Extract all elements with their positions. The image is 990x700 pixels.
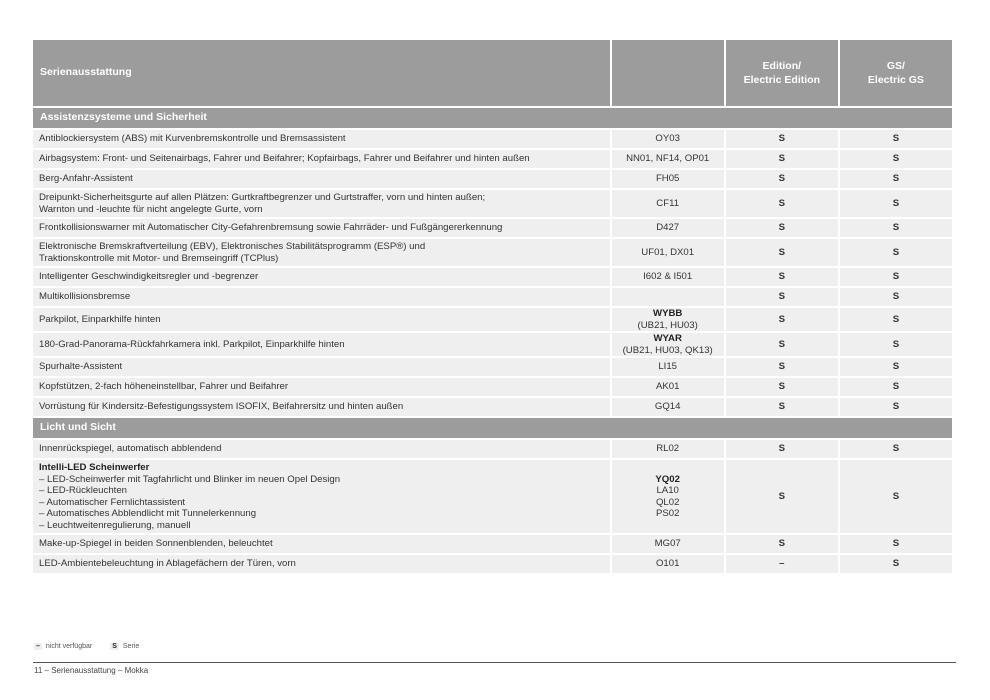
option-code: AK01 <box>655 381 680 393</box>
feature-line: Antiblockiersystem (ABS) mit Kurvenbremskontrolle und Bremsassistent <box>39 133 346 145</box>
section-header <box>33 418 952 438</box>
edition-availability: S <box>726 239 838 266</box>
feature-line: 180-Grad-Panorama-Rückfahrkamera inkl. Parkpilot, Einparkhilfe hinten <box>39 338 345 350</box>
feature-line: Dreipunkt-Sicherheitsgurte auf allen Plätzen: Gurtkraftbegrenzer und Gurtstraffer, vorn und hinten außen; <box>39 192 486 203</box>
gs-availability: S <box>840 358 952 376</box>
option-code: O101 <box>655 558 680 570</box>
option-code-main: WYBB <box>653 308 683 319</box>
table-row <box>33 460 952 533</box>
legend-s-chip: S <box>112 643 117 650</box>
table-row <box>33 535 952 553</box>
header-edition <box>726 40 838 106</box>
gs-availability: S <box>840 219 952 237</box>
option-code: GQ14 <box>654 401 681 413</box>
legend <box>34 643 139 650</box>
feature-cell <box>33 219 610 237</box>
table-row <box>33 440 952 458</box>
gs-availability: S <box>840 268 952 286</box>
edition-availability: – <box>726 555 838 573</box>
feature-line: Warnton und -leuchte für nicht angelegte Gurte, vorn <box>39 203 263 215</box>
feature-line: Make-up-Spiegel in beiden Sonnenblenden, beleuchtet <box>39 538 273 550</box>
edition-availability: S <box>726 150 838 168</box>
header-edition-line1: Edition/ <box>762 60 802 72</box>
feature-line: Berg-Anfahr-Assistent <box>39 173 133 185</box>
feature-cell <box>33 440 610 458</box>
table-row <box>33 398 952 416</box>
feature-cell <box>33 535 610 553</box>
edition-availability: S <box>726 268 838 286</box>
gs-availability: S <box>840 170 952 188</box>
feature-cell <box>33 190 610 217</box>
option-code: (UB21, HU03, QK13) <box>622 344 713 356</box>
feature-line: Elektronische Bremskraftverteilung (EBV), Elektronisches Stabilitätsprogramm (ESP®) und <box>39 241 426 252</box>
table-row <box>33 308 952 331</box>
feature-line: Intelligenter Geschwindigkeitsregler und -begrenzer <box>39 271 259 283</box>
table-row <box>33 239 952 266</box>
feature-line: Multikollisionsbremse <box>39 291 131 303</box>
feature-cell <box>33 378 610 396</box>
feature-line: Traktionskontrolle mit Motor- und Bremseingriff (TCPlus) <box>39 252 279 264</box>
option-code: UF01, DX01 <box>641 246 695 258</box>
option-code-cell <box>612 268 724 286</box>
option-code: CF11 <box>656 197 680 209</box>
legend-dash-label: nicht verfügbar <box>45 643 93 650</box>
option-code-cell <box>612 308 724 331</box>
feature-cell <box>33 333 610 356</box>
edition-availability: S <box>726 333 838 356</box>
header-code <box>612 40 724 106</box>
feature-title: Intelli-LED Scheinwerfer <box>39 462 150 473</box>
option-code: LA10 <box>656 485 679 496</box>
feature-line: – Automatisches Abblendlicht mit Tunnelerkennung <box>39 508 257 519</box>
header-edition-line2: Electric Edition <box>743 74 820 86</box>
option-code-cell <box>612 440 724 458</box>
edition-availability: S <box>726 219 838 237</box>
feature-line: Frontkollisionswarner mit Automatischer City-Gefahrenbremsung sowie Fahrräder- und Fußgängererkennung <box>39 222 503 234</box>
option-code-cell <box>612 398 724 416</box>
option-code-cell <box>612 170 724 188</box>
feature-cell <box>33 460 610 533</box>
option-code: FH05 <box>655 173 680 185</box>
gs-availability: S <box>840 555 952 573</box>
edition-availability: S <box>726 308 838 331</box>
gs-availability: S <box>840 308 952 331</box>
option-code-cell <box>612 288 724 306</box>
edition-availability: S <box>726 190 838 217</box>
section-header <box>33 108 952 128</box>
edition-availability: S <box>726 398 838 416</box>
table-row <box>33 333 952 356</box>
option-code: LI15 <box>658 361 678 373</box>
gs-availability: S <box>840 378 952 396</box>
feature-cell <box>33 268 610 286</box>
edition-availability: S <box>726 440 838 458</box>
table-row <box>33 288 952 306</box>
gs-availability: S <box>840 460 952 533</box>
option-code-cell <box>612 190 724 217</box>
feature-line: Vorrüstung für Kindersitz-Befestigungssystem ISOFIX, Beifahrersitz und hinten außen <box>39 401 404 413</box>
feature-cell <box>33 555 610 573</box>
feature-line: Spurhalte-Assistent <box>39 361 123 373</box>
feature-cell <box>33 288 610 306</box>
feature-cell <box>33 170 610 188</box>
gs-availability: S <box>840 190 952 217</box>
table-row <box>33 150 952 168</box>
feature-line: LED-Ambientebeleuchtung in Ablagefächern der Türen, vorn <box>39 558 296 570</box>
table-row <box>33 190 952 217</box>
page-footer: 11 – Serienausstattung – Mokka <box>34 666 149 675</box>
header-feature: Serienausstattung <box>33 40 610 106</box>
header-gs-line2: Electric GS <box>867 74 924 86</box>
feature-line: Parkpilot, Einparkhilfe hinten <box>39 313 161 325</box>
gs-availability: S <box>840 535 952 553</box>
feature-cell <box>33 398 610 416</box>
edition-availability: S <box>726 130 838 148</box>
option-code-cell <box>612 130 724 148</box>
option-code: I602 & I501 <box>643 271 693 283</box>
option-code: RL02 <box>656 443 680 455</box>
option-code-main: YQ02 <box>655 473 680 485</box>
feature-line: Innenrückspiegel, automatisch abblendend <box>39 443 222 455</box>
feature-line: Kopfstützen, 2-fach höheneinstellbar, Fahrer und Beifahrer <box>39 381 289 393</box>
table-row <box>33 130 952 148</box>
gs-availability: S <box>840 150 952 168</box>
edition-availability: S <box>726 288 838 306</box>
edition-availability: S <box>726 358 838 376</box>
option-code: PS02 <box>655 508 680 519</box>
gs-availability: S <box>840 239 952 266</box>
table-row <box>33 378 952 396</box>
feature-line: Airbagsystem: Front- und Seitenairbags, Fahrer und Beifahrer; Kopfairbags, Fahrer und Beifahrer und hinten außen <box>39 153 530 165</box>
feature-cell <box>33 358 610 376</box>
gs-availability: S <box>840 130 952 148</box>
edition-availability: S <box>726 378 838 396</box>
option-code: QL02 <box>655 496 680 508</box>
option-code-cell <box>612 150 724 168</box>
footer-divider <box>33 662 956 663</box>
table-row <box>33 555 952 573</box>
edition-availability: S <box>726 535 838 553</box>
option-code-cell <box>612 239 724 266</box>
table-header <box>33 40 952 106</box>
option-code: OY03 <box>655 133 680 145</box>
legend-s-label: Serie <box>122 643 140 650</box>
gs-availability: S <box>840 333 952 356</box>
legend-dash-chip: – <box>36 643 40 650</box>
gs-availability: S <box>840 440 952 458</box>
table-row <box>33 219 952 237</box>
feature-cell <box>33 308 610 331</box>
edition-availability: S <box>726 460 838 533</box>
option-code-cell <box>612 535 724 553</box>
table-row <box>33 268 952 286</box>
feature-cell <box>33 239 610 266</box>
feature-line: – Automatischer Fernlichtassistent <box>39 496 186 508</box>
gs-availability: S <box>840 288 952 306</box>
feature-cell <box>33 130 610 148</box>
option-code: MG07 <box>654 538 681 550</box>
section-title: Licht und Sicht <box>33 418 952 438</box>
feature-line: – Leuchtweitenregulierung, manuell <box>39 519 191 531</box>
option-code-main: WYAR <box>653 333 682 344</box>
feature-cell <box>33 150 610 168</box>
header-gs-line1: GS/ <box>886 60 905 72</box>
option-code: D427 <box>656 222 680 234</box>
header-gs <box>840 40 952 106</box>
feature-line: – LED-Rückleuchten <box>39 485 127 496</box>
edition-availability: S <box>726 170 838 188</box>
option-code-cell <box>612 460 724 533</box>
table-row <box>33 358 952 376</box>
table-row <box>33 170 952 188</box>
option-code-cell <box>612 333 724 356</box>
option-code-cell <box>612 358 724 376</box>
option-code-cell <box>612 378 724 396</box>
option-code: (UB21, HU03) <box>637 319 698 331</box>
section-title: Assistenzsysteme und Sicherheit <box>33 108 952 128</box>
equipment-table <box>31 38 954 575</box>
option-code-cell <box>612 555 724 573</box>
option-code-cell <box>612 219 724 237</box>
gs-availability: S <box>840 398 952 416</box>
feature-line: – LED-Scheinwerfer mit Tagfahrlicht und Blinker im neuen Opel Design <box>39 473 341 485</box>
option-code: NN01, NF14, OP01 <box>626 153 710 165</box>
